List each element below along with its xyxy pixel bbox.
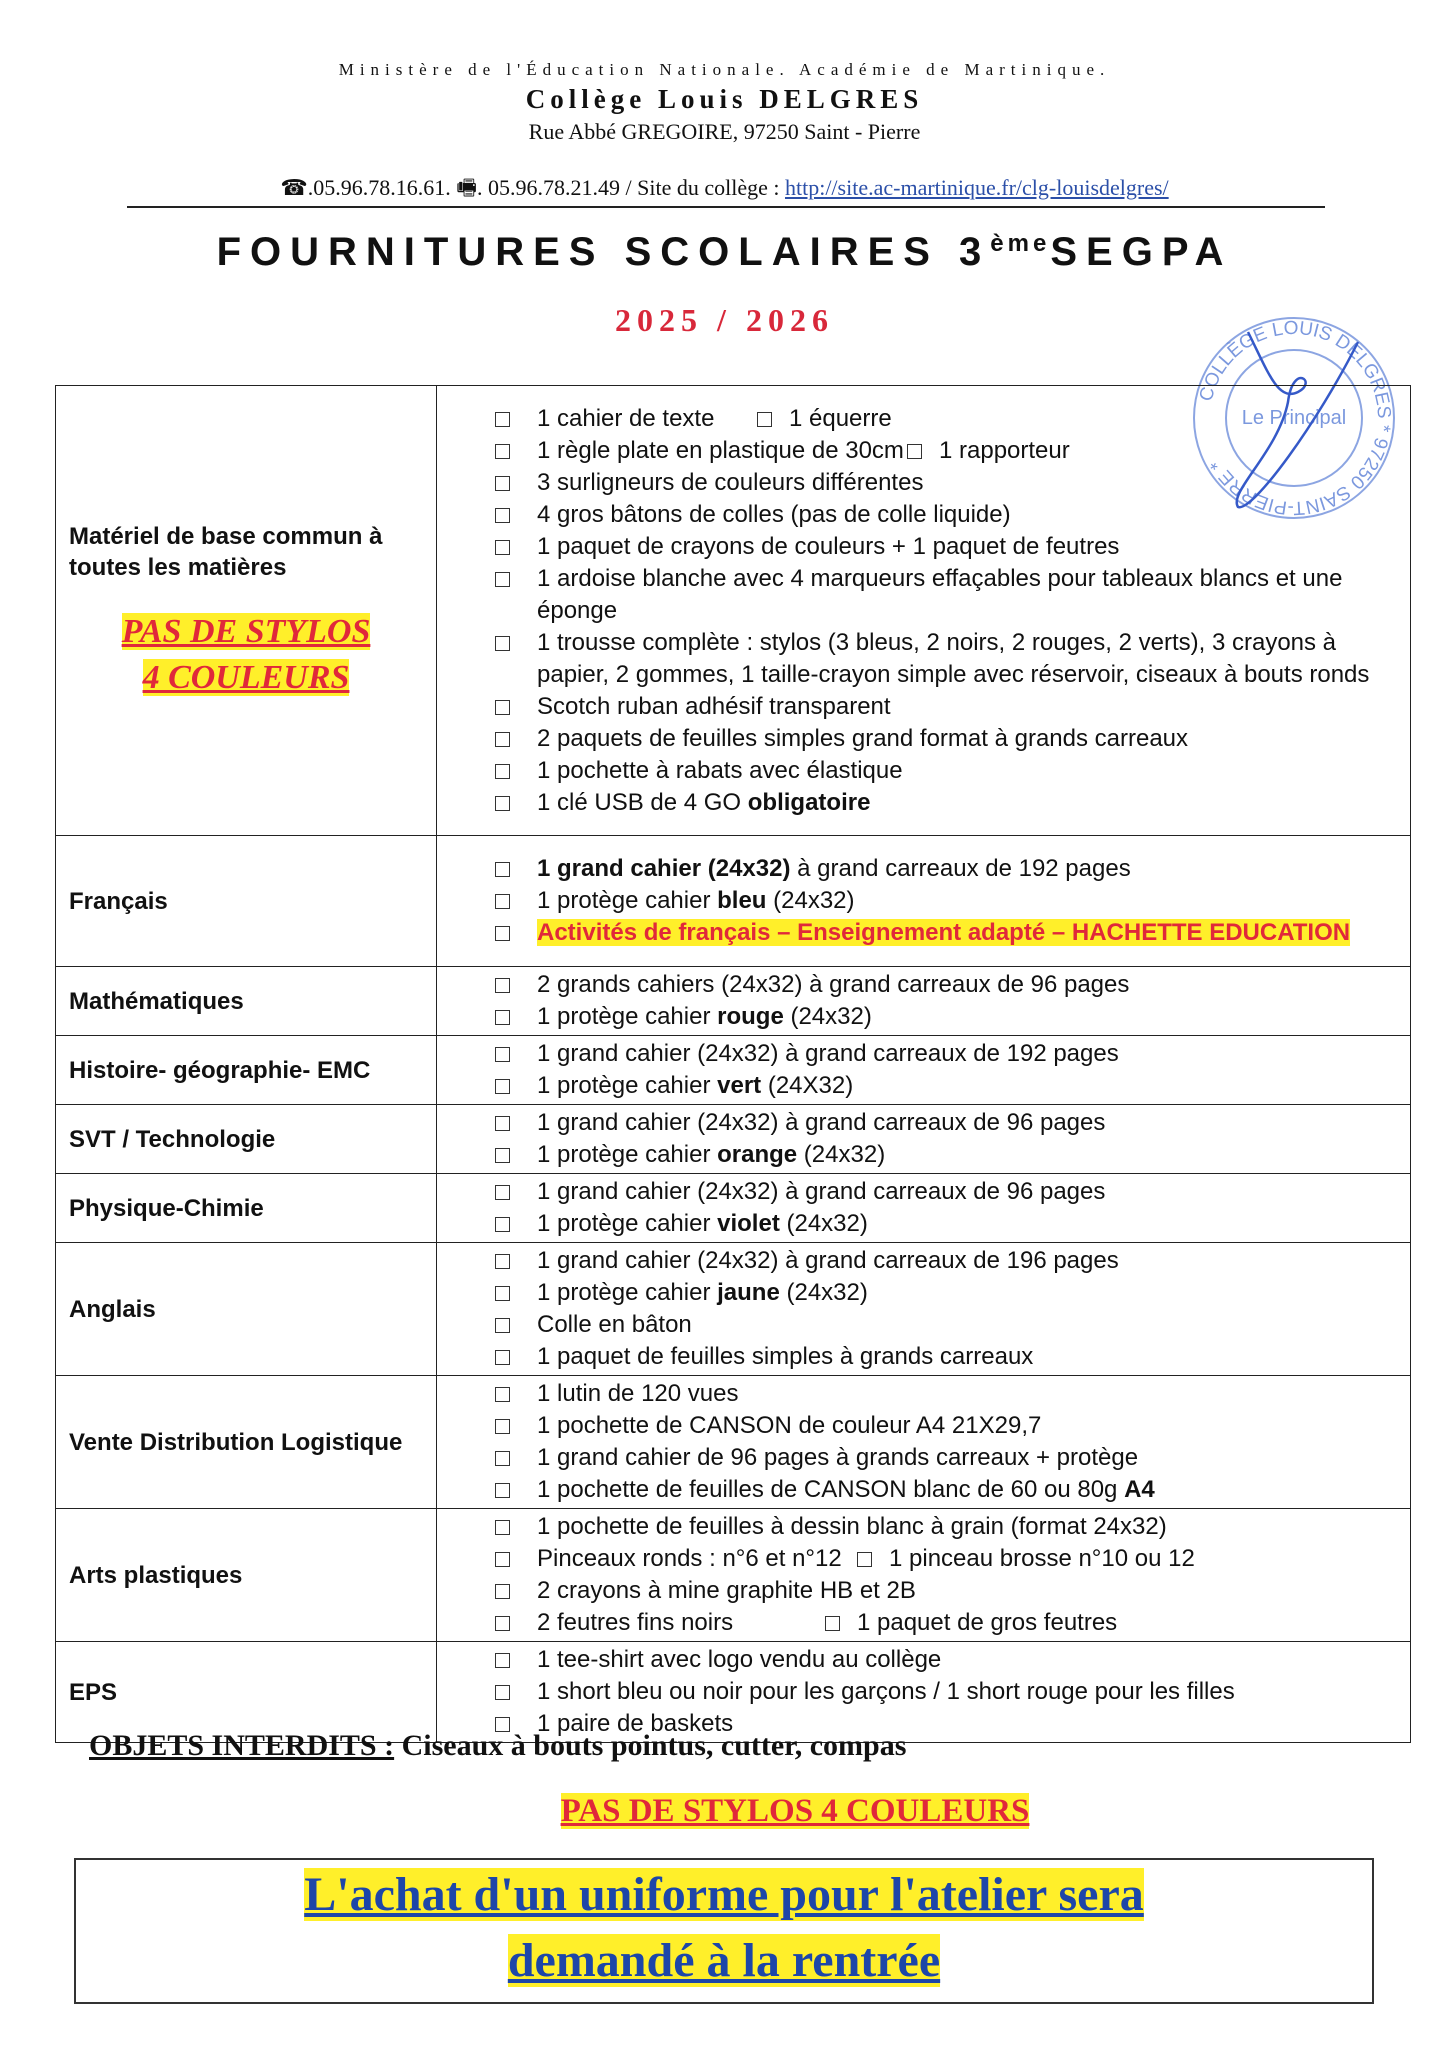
- item-text: Pinceaux ronds : n°6 et n°12: [537, 1545, 842, 1572]
- checkbox[interactable]: [495, 412, 510, 427]
- item-text: 1 grand cahier de 96 pages à grands carreaux + protège: [537, 1444, 1139, 1471]
- item-text: 1 protège cahier: [537, 887, 718, 914]
- list-item: [437, 723, 1410, 755]
- subject-cell: [56, 967, 437, 1036]
- item-text: 1 paquet de crayons de couleurs + 1 paquet de feutres: [537, 532, 1120, 560]
- item-text-suffix: (24X32): [761, 1072, 854, 1099]
- item-text: 1 protège cahier: [537, 1279, 718, 1306]
- subject-name: Histoire- géographie- EMC: [69, 1056, 371, 1084]
- checkbox[interactable]: [857, 1552, 872, 1567]
- item-text: 1 trousse complète : stylos (3 bleus, 2 noirs, 2 rouges, 2 verts), 3 crayons à papier, 2 gommes, 1 taille-crayon simple avec réservoir, ciseaux à bouts ronds: [537, 628, 1370, 688]
- subject-warning: [69, 609, 436, 701]
- list-item: [437, 1245, 1410, 1277]
- forbidden-text: Ciseaux à bouts pointus, cutter, compas: [394, 1729, 907, 1762]
- item-text: 1 lutin de 120 vues: [537, 1380, 739, 1407]
- checkbox[interactable]: [495, 700, 510, 715]
- items-cell: [437, 1243, 1411, 1376]
- extra-item-text: 1 paquet de gros feutres: [857, 1609, 1118, 1636]
- supplies-table: [55, 385, 1411, 1743]
- checkbox[interactable]: [495, 1616, 510, 1631]
- checkbox[interactable]: [495, 1387, 510, 1402]
- no-pens-text: PAS DE STYLOS 4 COULEURS: [560, 1793, 1030, 1829]
- phone-icon: ☎: [280, 175, 308, 200]
- item-bold-text: A4: [1124, 1476, 1155, 1503]
- no-four-color-pens-warning: [0, 1793, 1449, 1830]
- item-text-suffix: (24x32): [779, 1279, 868, 1306]
- checkbox[interactable]: [495, 1047, 510, 1062]
- checkbox[interactable]: [495, 1217, 510, 1232]
- list-item: [437, 1070, 1410, 1102]
- title-class: SEGPA: [1050, 230, 1233, 274]
- list-item: [437, 1575, 1410, 1607]
- list-item: [437, 1607, 1410, 1639]
- list-item: [437, 1410, 1410, 1442]
- checkbox[interactable]: [495, 1584, 510, 1599]
- subject-cell: [56, 1642, 437, 1743]
- items-cell: [437, 1642, 1411, 1743]
- extra-item-text: 1 équerre: [789, 404, 892, 432]
- ministry-line: Ministère de l'Éducation Nationale. Académie de Martinique.: [338, 60, 1111, 79]
- checkbox[interactable]: [495, 1685, 510, 1700]
- title-main: FOURNITURES SCOLAIRES 3: [216, 230, 991, 274]
- checkbox[interactable]: [495, 978, 510, 993]
- subject-cell: [56, 386, 437, 836]
- list-item: [437, 755, 1410, 787]
- items-cell: [437, 967, 1411, 1036]
- item-text: 1 pochette de feuilles de CANSON blanc de 60 ou 80g: [537, 1476, 1125, 1503]
- list-item: [437, 691, 1410, 723]
- subject-cell: [56, 1509, 437, 1642]
- warning-text: 4 COULEURS: [142, 658, 350, 696]
- checkbox[interactable]: [495, 1552, 510, 1567]
- header-divider: [127, 206, 1325, 208]
- checkbox[interactable]: [495, 1148, 510, 1163]
- item-text: 1 grand cahier (24x32) à grand carreaux de 192 pages: [537, 1040, 1119, 1067]
- svg-text:COLLÈGE LOUIS DELGRES * 97250: COLLÈGE LOUIS DELGRES * 97250 SAINT-PIERRE *: [1195, 317, 1395, 519]
- item-bold-text: jaune: [717, 1279, 780, 1306]
- subject-name: Mathématiques: [69, 987, 244, 1015]
- item-text: 1 cahier de texte: [537, 404, 715, 432]
- item-text: Scotch ruban adhésif transparent: [537, 692, 891, 720]
- subject-cell: [56, 1243, 437, 1376]
- subject-name: Physique-Chimie: [69, 1194, 264, 1222]
- item-text: 2 feutres fins noirs: [537, 1609, 734, 1636]
- items-cell: [437, 1105, 1411, 1174]
- list-item: [437, 531, 1410, 563]
- table-row: [56, 1243, 1411, 1376]
- item-bold-text: violet: [717, 1210, 780, 1237]
- list-item: [437, 1139, 1410, 1171]
- list-item: [437, 627, 1410, 691]
- college-address: Rue Abbé GREGOIRE, 97250 Saint - Pierre: [528, 119, 921, 144]
- subject-name: EPS: [69, 1678, 118, 1706]
- item-bold-text: 1 grand cahier (24x32): [537, 855, 791, 882]
- item-text: 1 protège cahier: [537, 1003, 718, 1030]
- subject-cell: [56, 1174, 437, 1243]
- list-item: [437, 1208, 1410, 1240]
- extra-item: [939, 435, 1070, 467]
- list-item: [437, 1038, 1410, 1070]
- list-item: [437, 563, 1410, 627]
- page-title: [0, 230, 1449, 275]
- item-text: 1 grand cahier (24x32) à grand carreaux de 196 pages: [537, 1247, 1119, 1274]
- checkbox[interactable]: [495, 1419, 510, 1434]
- checkbox[interactable]: [495, 926, 510, 941]
- checkbox[interactable]: [495, 1520, 510, 1535]
- item-text: 1 protège cahier: [537, 1210, 718, 1237]
- list-item: [437, 1001, 1410, 1033]
- item-bold-text: rouge: [717, 1003, 784, 1030]
- subject-name: SVT / Technologie: [69, 1125, 276, 1153]
- contact-line: [0, 171, 1449, 209]
- list-item: [437, 1676, 1410, 1708]
- items-cell: [437, 1376, 1411, 1509]
- forbidden-label: OBJETS INTERDITS :: [89, 1729, 395, 1762]
- website-link[interactable]: http://site.ac-martinique.fr/clg-louisdelgres/: [784, 175, 1169, 200]
- table-row: [56, 967, 1411, 1036]
- uniform-line-2: demandé à la rentrée: [507, 1934, 941, 1987]
- list-item: [437, 969, 1410, 1001]
- checkbox[interactable]: [495, 1254, 510, 1269]
- table-row: [56, 1642, 1411, 1743]
- item-text: 1 short bleu ou noir pour les garçons / 1 short rouge pour les filles: [537, 1678, 1235, 1705]
- item-text-suffix: (24x32): [797, 1141, 886, 1168]
- checkbox[interactable]: [495, 508, 510, 523]
- checkbox[interactable]: [495, 1451, 510, 1466]
- list-item: [437, 885, 1410, 917]
- item-text: 1 tee-shirt avec logo vendu au collège: [537, 1646, 942, 1673]
- warning-text: PAS DE STYLOS: [121, 612, 371, 650]
- item-bold-text: obligatoire: [747, 788, 871, 816]
- extra-item-text: 1 pinceau brosse n°10 ou 12: [889, 1545, 1195, 1572]
- items-cell: [437, 1036, 1411, 1105]
- list-item: [437, 1511, 1410, 1543]
- list-item: [437, 467, 1410, 499]
- table-row: [56, 1105, 1411, 1174]
- uniform-notice-box: [74, 1858, 1374, 2004]
- checkbox[interactable]: [495, 1116, 510, 1131]
- item-text: 1 pochette de feuilles à dessin blanc à grain (format 24x32): [537, 1513, 1167, 1540]
- checkbox[interactable]: [495, 862, 510, 877]
- checkbox[interactable]: [495, 1286, 510, 1301]
- item-bold-text: orange: [717, 1141, 798, 1168]
- list-item: [437, 853, 1410, 885]
- subject-cell: [56, 1036, 437, 1105]
- item-text: 4 gros bâtons de colles (pas de colle liquide): [537, 500, 1011, 528]
- checkbox[interactable]: [495, 1010, 510, 1025]
- item-bold-text: bleu: [717, 887, 767, 914]
- checkbox[interactable]: [495, 732, 510, 747]
- subject-cell: [56, 1376, 437, 1509]
- list-item: [437, 1176, 1410, 1208]
- item-text: 3 surligneurs de couleurs différentes: [537, 468, 924, 496]
- checkbox[interactable]: [495, 1653, 510, 1668]
- checkbox[interactable]: [757, 412, 772, 427]
- item-text: 1 pochette à rabats avec élastique: [537, 756, 903, 784]
- checkbox[interactable]: [495, 1318, 510, 1333]
- item-text: 1 grand cahier (24x32) à grand carreaux de 96 pages: [537, 1178, 1106, 1205]
- extra-item: [789, 403, 892, 435]
- table-row: [56, 1376, 1411, 1509]
- items-cell: [437, 836, 1411, 967]
- subject-cell: [56, 836, 437, 967]
- checkbox[interactable]: [495, 476, 510, 491]
- list-item: [437, 1107, 1410, 1139]
- subject-cell: [56, 1105, 437, 1174]
- checkbox[interactable]: [495, 1350, 510, 1365]
- extra-item-text: 1 rapporteur: [939, 436, 1070, 464]
- checkbox[interactable]: [495, 540, 510, 555]
- school-year: 2025 / 2026: [615, 302, 834, 338]
- checkbox[interactable]: [907, 444, 922, 459]
- list-item: [437, 1309, 1410, 1341]
- table-row: [56, 836, 1411, 967]
- items-cell: [437, 1509, 1411, 1642]
- list-item: [437, 1378, 1410, 1410]
- checkbox[interactable]: [495, 444, 510, 459]
- fax-icon: 🖷: [456, 175, 478, 200]
- item-text-suffix: (24x32): [783, 1003, 872, 1030]
- fax-number: . 05.96.78.21.49 / Site du collège :: [477, 175, 785, 200]
- checkbox[interactable]: [495, 1483, 510, 1498]
- item-text: 1 règle plate en plastique de 30cm: [537, 436, 904, 464]
- list-item: [437, 787, 1410, 819]
- college-name: Collège Louis DELGRES: [525, 84, 924, 114]
- list-item: [437, 1644, 1410, 1676]
- item-text: 1 grand cahier (24x32) à grand carreaux de 96 pages: [537, 1109, 1106, 1136]
- checkbox[interactable]: [495, 572, 510, 587]
- checkbox[interactable]: [825, 1616, 840, 1631]
- checkbox[interactable]: [495, 764, 510, 779]
- extra-item: [857, 1607, 1117, 1639]
- list-item: [437, 1341, 1410, 1373]
- warning-line: [69, 609, 423, 655]
- items-cell: [437, 386, 1411, 836]
- subject-name: Français: [69, 887, 168, 915]
- list-item: [437, 1277, 1410, 1309]
- item-text: 1 protège cahier: [537, 1141, 718, 1168]
- item-text: Colle en bâton: [537, 1311, 692, 1338]
- phone-number: .05.96.78.16.61.: [307, 175, 451, 200]
- items-cell: [437, 1174, 1411, 1243]
- item-bold-text: vert: [717, 1072, 762, 1099]
- item-text: 1 pochette de CANSON de couleur A4 21X29,7: [537, 1412, 1042, 1439]
- list-item: [437, 435, 1410, 467]
- item-text-suffix: (24x32): [779, 1210, 868, 1237]
- table-row: [56, 1509, 1411, 1642]
- subject-name: Arts plastiques: [69, 1561, 243, 1589]
- extra-item: [889, 1543, 1195, 1575]
- uniform-line-1: L'achat d'un uniforme pour l'atelier sera: [304, 1868, 1144, 1921]
- svg-text:Le Principal: Le Principal: [1241, 407, 1347, 429]
- item-highlight: Activités de français – Enseignement adapté – HACHETTE EDUCATION: [537, 919, 1351, 946]
- checkbox[interactable]: [495, 636, 510, 651]
- item-text: 2 paquets de feuilles simples grand format à grands carreaux: [537, 724, 1189, 752]
- list-item: [437, 917, 1410, 949]
- title-sup: ème: [990, 230, 1051, 257]
- list-item: [437, 403, 1410, 435]
- forbidden-objects: [89, 1729, 906, 1763]
- table-row: [56, 1174, 1411, 1243]
- list-item: [437, 499, 1410, 531]
- item-text: 1 paire de baskets: [537, 1710, 734, 1737]
- checkbox[interactable]: [495, 1185, 510, 1200]
- item-text: 1 paquet de feuilles simples à grands carreaux: [537, 1343, 1034, 1370]
- subject-name: Matériel de base commun à toutes les matières: [69, 522, 383, 581]
- checkbox[interactable]: [495, 1079, 510, 1094]
- item-text: 2 grands cahiers (24x32) à grand carreaux de 96 pages: [537, 971, 1130, 998]
- item-text: 1 protège cahier: [537, 1072, 718, 1099]
- checkbox[interactable]: [495, 796, 510, 811]
- item-text-suffix: (24x32): [766, 887, 855, 914]
- list-item: [437, 1543, 1410, 1575]
- table-row: [56, 386, 1411, 836]
- item-text-suffix: à grand carreaux de 192 pages: [790, 855, 1131, 882]
- item-text: 1 clé USB de 4 GO: [537, 788, 748, 816]
- warning-line: [69, 655, 423, 701]
- item-text: 1 ardoise blanche avec 4 marqueurs effaçables pour tableaux blancs et une éponge: [537, 564, 1343, 624]
- table-row: [56, 1036, 1411, 1105]
- list-item: [437, 1442, 1410, 1474]
- list-item: [437, 1474, 1410, 1506]
- checkbox[interactable]: [495, 894, 510, 909]
- subject-name: Vente Distribution Logistique: [69, 1428, 403, 1456]
- subject-name: Anglais: [69, 1295, 156, 1323]
- item-text: 2 crayons à mine graphite HB et 2B: [537, 1577, 916, 1604]
